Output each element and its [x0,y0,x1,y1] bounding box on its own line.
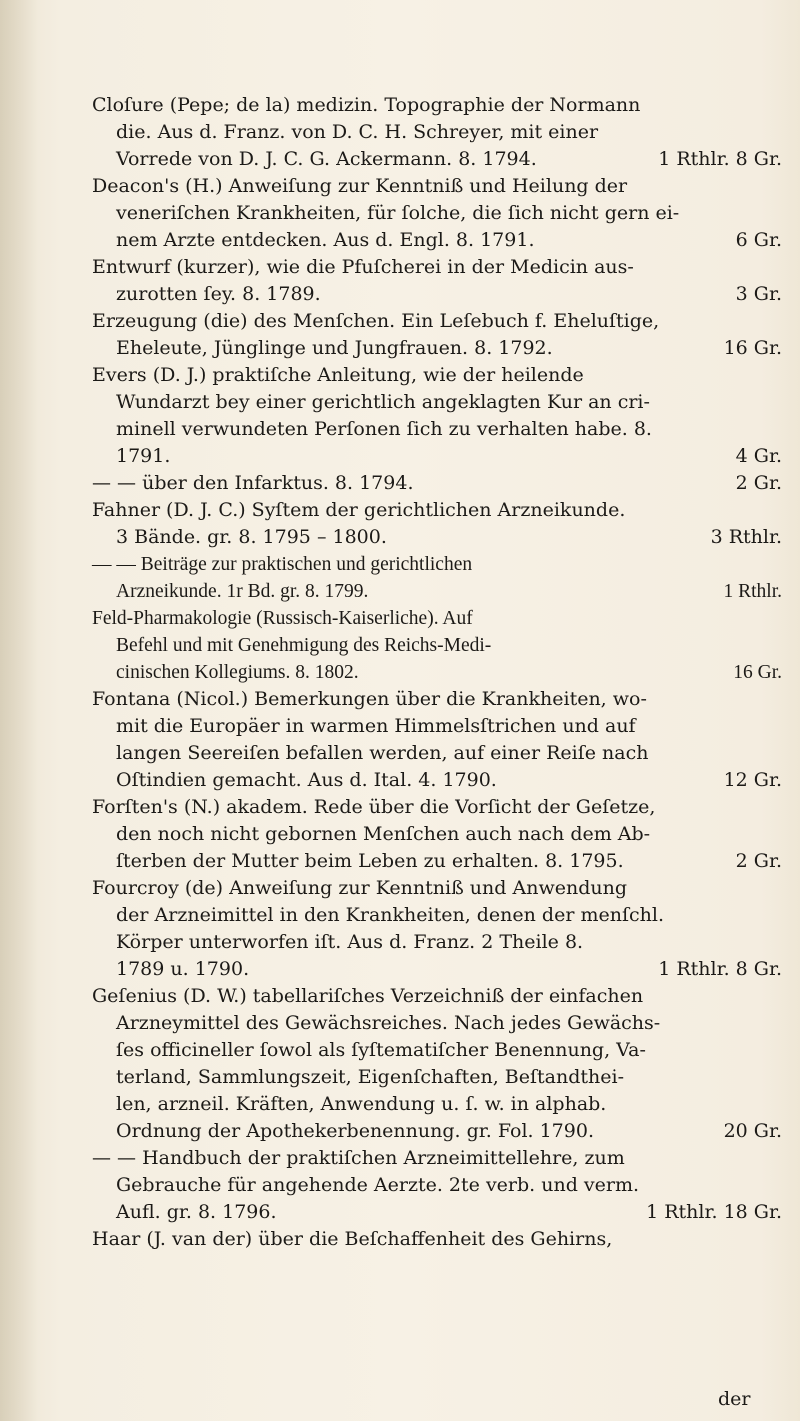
entry-continuation-line: Gebrauche für angehende Aerzte. 2te verb. und verm. [116,1174,640,1196]
entry-continuation-line: veneriſchen Krankheiten, für ſolche, die ſich nicht gern ei- [116,202,680,224]
entry-first-line: Erzeugung (die) des Menſchen. Ein Leſebuch f. Eheluſtige, [92,310,660,332]
entry-continuation-line: Wundarzt bey einer gerichtlich angeklagten Kur an cri- [116,391,650,413]
entry-first-line: Fahner (D. J. C.) Syſtem der gerichtlichen Arzneikunde. [92,499,626,521]
entry-first-line: Entwurf (kurzer), wie die Pfuſcherei in der Medicin aus- [92,256,634,278]
catalog-entry [92,551,782,605]
entry-price: 3 Gr. [735,283,782,305]
catalog-entry [92,1226,782,1253]
catalog-entry [92,308,782,362]
entry-continuation-line: langen Seereiſen befallen werden, auf einer Reiſe nach [116,742,649,764]
entry-first-line: Evers (D. J.) praktiſche Anleitung, wie der heilende [92,364,584,386]
entry-continuation-line: mit die Europäer in warmen Himmelsſtrichen und auf [116,715,636,737]
entry-continuation-line: terland, Sammlungszeit, Eigenſchaften, Beſtandthei- [116,1066,624,1088]
entry-price: 2 Gr. [735,472,782,494]
entry-continuation-line: Vorrede von D. J. C. G. Ackermann. 8. 1794. [116,148,537,170]
entry-price: 16 Gr. [733,662,782,683]
catalog-entry [92,470,782,497]
entry-price: 3 Rthlr. [710,526,782,548]
entry-price: 2 Gr. [735,850,782,872]
entry-continuation-line: Körper unterworfen iſt. Aus d. Franz. 2 Theile 8. [116,931,584,953]
entry-continuation-line: Befehl und mit Genehmigung des Reichs-Medi- [116,635,492,656]
page-fold-shadow [0,0,38,1421]
catalog-entry [92,686,782,794]
entry-first-line: Cloſure (Pepe; de la) medizin. Topographie der Normann [92,94,641,116]
entry-price: 1 Rthlr. 8 Gr. [658,958,782,980]
entry-continuation-line: Oſtindien gemacht. Aus d. Ital. 4. 1790. [116,769,497,791]
entry-price: 6 Gr. [735,229,782,251]
catalog-entry [92,875,782,983]
entry-price: 1 Rthlr. 8 Gr. [658,148,782,170]
entry-continuation-line: Arzneikunde. 1r Bd. gr. 8. 1799. [116,581,369,602]
entry-price: 1 Rthlr. 18 Gr. [646,1201,782,1223]
catalog-entry [92,1145,782,1226]
catalog-entry [92,794,782,875]
entry-price: 12 Gr. [723,769,782,791]
catalog-listing [92,92,782,1253]
entry-continuation-line: minell verwundeten Perſonen ſich zu verhalten habe. 8. [116,418,652,440]
entry-first-line: Fourcroy (de) Anweiſung zur Kenntniß und Anwendung [92,877,627,899]
entry-first-line: — — über den Infarktus. 8. 1794. [92,472,414,494]
entry-continuation-line: den noch nicht gebornen Menſchen auch nach dem Ab- [116,823,651,845]
entry-continuation-line: 3 Bände. gr. 8. 1795 – 1800. [116,526,387,548]
entry-first-line: Forſten's (N.) akadem. Rede über die Vorſicht der Geſetze, [92,796,656,818]
catalog-entry [92,362,782,470]
entry-first-line: Fontana (Nicol.) Bemerkungen über die Krankheiten, wo- [92,688,647,710]
entry-continuation-line: Ordnung der Apothekerbenennung. gr. Fol. 1790. [116,1120,594,1142]
entry-first-line: Haar (J. van der) über die Beſchaffenheit des Gehirns, [92,1228,613,1250]
catalog-entry [92,605,782,686]
entry-continuation-line: 1791. [116,445,171,467]
entry-first-line: — — Handbuch der praktiſchen Arzneimittellehre, zum [92,1147,625,1169]
entry-price: 16 Gr. [723,337,782,359]
catalog-entry [92,92,782,173]
entry-continuation-line: Aufl. gr. 8. 1796. [116,1201,277,1223]
entry-continuation-line: Arzneymittel des Gewächsreiches. Nach jedes Gewächs- [116,1012,661,1034]
catalog-entry [92,497,782,551]
entry-first-line: Deacon's (H.) Anweiſung zur Kenntniß und Heilung der [92,175,628,197]
entry-continuation-line: len, arzneil. Kräften, Anwendung u. ſ. w. in alphab. [116,1093,607,1115]
entry-price: 20 Gr. [723,1120,782,1142]
entry-continuation-line: cinischen Kollegiums. 8. 1802. [116,662,359,683]
catalog-entry [92,983,782,1145]
entry-continuation-line: der Arzneimittel in den Krankheiten, denen der menſchl. [116,904,664,926]
entry-continuation-line: ſterben der Mutter beim Leben zu erhalten. 8. 1795. [116,850,624,872]
entry-continuation-line: die. Aus d. Franz. von D. C. H. Schreyer, mit einer [116,121,599,143]
entry-continuation-line: nem Arzte entdecken. Aus d. Engl. 8. 1791. [116,229,535,251]
entry-continuation-line: zurotten ſey. 8. 1789. [116,283,321,305]
entry-continuation-line: Eheleute, Jünglinge und Jungfrauen. 8. 1792. [116,337,553,359]
catalog-entry [92,254,782,308]
catchword: der [718,1388,751,1410]
entry-price: 1 Rthlr. [723,581,782,602]
entry-continuation-line: 1789 u. 1790. [116,958,250,980]
entry-price: 4 Gr. [735,445,782,467]
entry-first-line: Feld-Pharmakologie (Russisch-Kaiserliche). Auf [92,608,473,629]
entry-first-line: Geſenius (D. W.) tabellariſches Verzeichniß der einfachen [92,985,644,1007]
entry-first-line: — — Beiträge zur praktischen und gerichtlichen [92,554,473,575]
catalog-entry [92,173,782,254]
entry-continuation-line: ſes officineller ſowol als ſyſtematiſcher Benennung, Va- [116,1039,646,1061]
